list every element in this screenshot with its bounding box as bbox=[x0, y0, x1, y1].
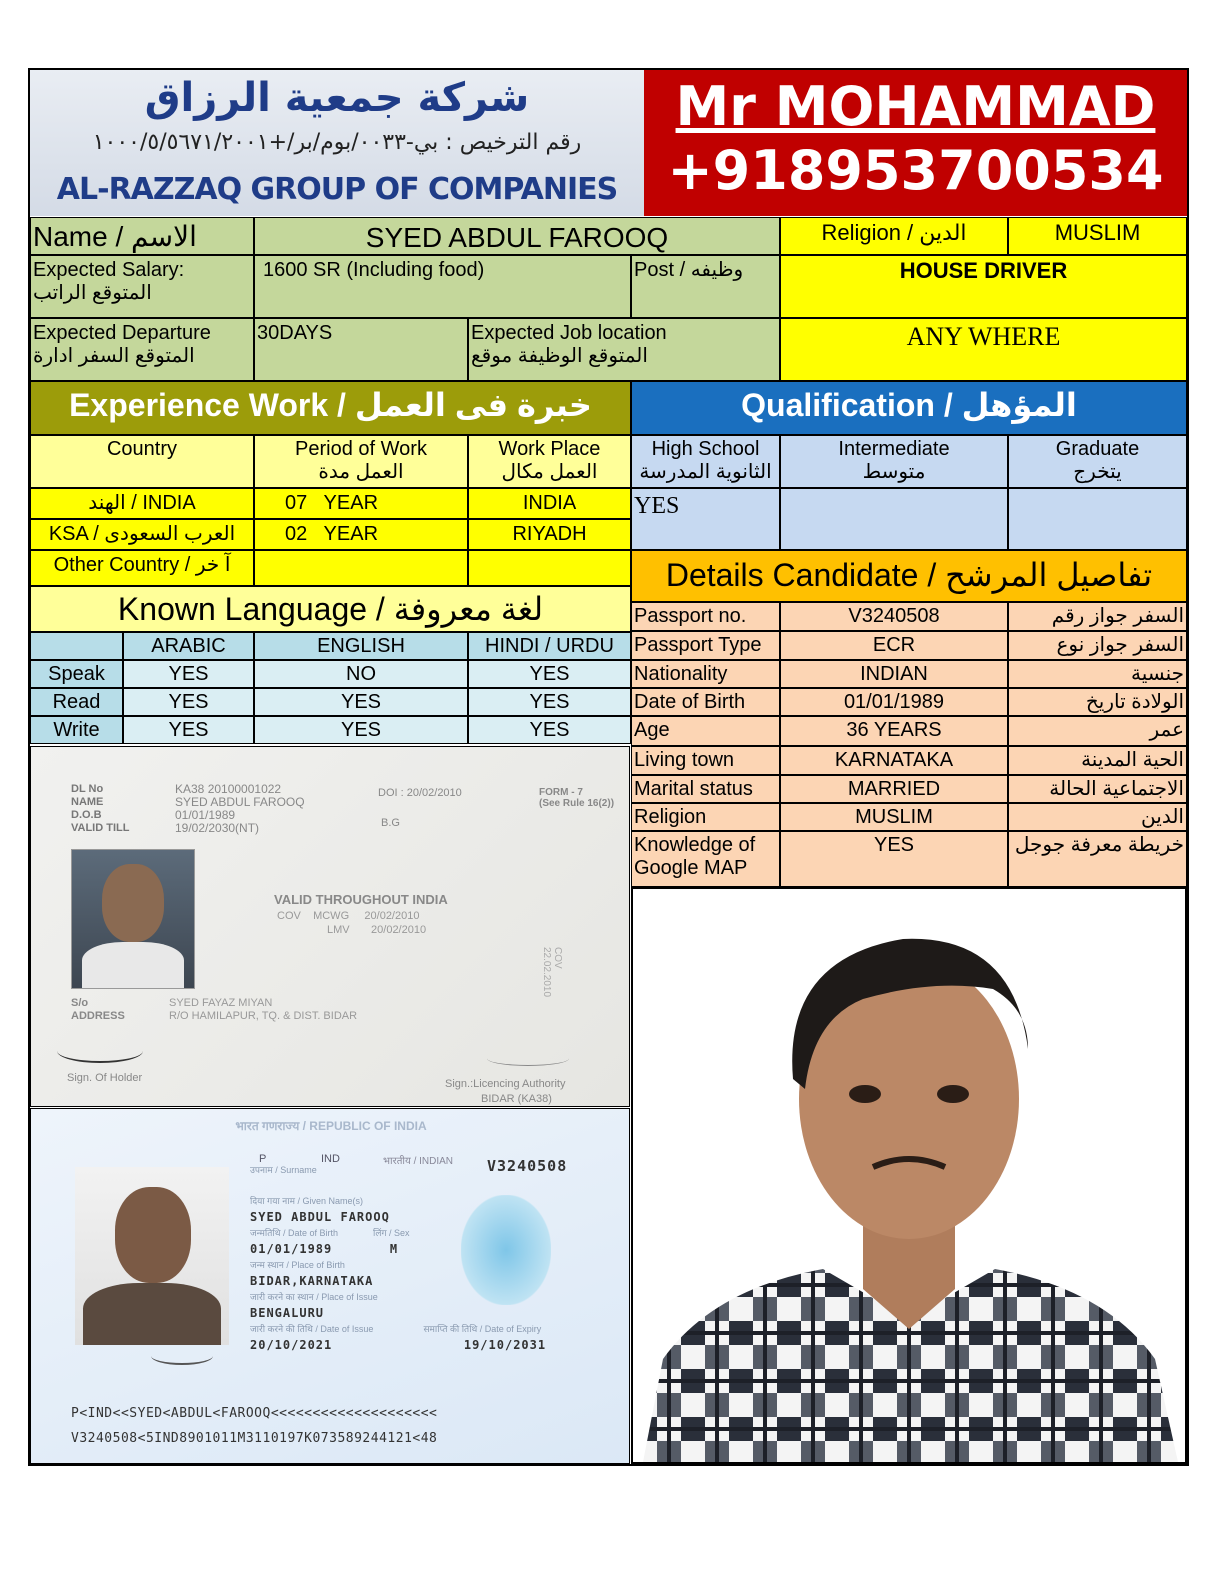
passport-country-code: IND bbox=[321, 1153, 340, 1165]
location-label-cell bbox=[468, 318, 780, 381]
detail-label-arabic: السفر جواز نوع bbox=[1056, 634, 1184, 656]
detail-label: Passport no. bbox=[634, 605, 747, 627]
departure-label-en: Expected Departure bbox=[33, 322, 211, 344]
passport-given-label: दिया गया नाम / Given Name(s) bbox=[250, 1196, 364, 1206]
detail-value-cell bbox=[780, 688, 1008, 716]
passport-header: भारत गणराज्य / REPUBLIC OF INDIA bbox=[235, 1119, 427, 1133]
dl-doi: 20/02/2010 bbox=[406, 787, 462, 799]
detail-label: Religion bbox=[634, 806, 707, 828]
dl-valid-throughout: VALID THROUGHOUT INDIA bbox=[274, 892, 448, 907]
qual-col-high-en: High School bbox=[651, 438, 760, 460]
passport-given-name: SYED ABDUL FAROOQ bbox=[250, 1210, 390, 1224]
salary-label-cell bbox=[30, 255, 254, 318]
passport-number: V3240508 bbox=[487, 1157, 568, 1175]
detail-value-cell bbox=[780, 660, 1008, 688]
lang-cell-value: YES bbox=[168, 719, 209, 741]
driving-license-scan: DL No NAME D.O.B VALID TILL KA38 20100001022 SYED ABDUL FAROOQ 01/01/1989 19/02/2030(NT) DOI : 20/02/2010 FORM - 7 (See Rule 16(2)) B.G VALID THROUGHOUT INDIA COV MCWG 20/02/2010 LMV 20/02/2010 COV 22.02.2010 S/o ADDRESS SYED FAYAZ MIYAN R/O HAMILAPUR, TQ. & DIST. BIDAR Sign. Of Holder Sign.:Licencing Authority BIDAR (KA38) bbox=[30, 746, 630, 1107]
detail-label: Marital status bbox=[634, 778, 753, 800]
post-value: HOUSE DRIVER bbox=[899, 258, 1068, 283]
lang-row-label-text: Speak bbox=[48, 663, 105, 685]
details-header bbox=[631, 550, 1187, 602]
passport-dob: 01/01/1989 bbox=[250, 1242, 333, 1256]
detail-label-arabic-cell bbox=[1008, 716, 1187, 746]
exp-period-text: 07 YEAR bbox=[285, 492, 379, 514]
dl-valid: 19/02/2030(NT) bbox=[175, 821, 260, 835]
dl-name: SYED ABDUL FAROOQ bbox=[175, 795, 305, 809]
detail-label-arabic: الدين bbox=[1141, 806, 1184, 828]
detail-label-cell bbox=[631, 660, 780, 688]
detail-label-arabic: السفر جواز رقم bbox=[1051, 605, 1184, 627]
company-logo bbox=[30, 70, 644, 216]
detail-label-cell bbox=[631, 775, 780, 803]
religion-value: MUSLIM bbox=[1054, 220, 1141, 245]
detail-label-arabic: الاجتماعية الحالة bbox=[1049, 778, 1184, 800]
detail-value: MARRIED bbox=[847, 778, 941, 800]
detail-label-cell bbox=[631, 688, 780, 716]
lang-col-label: ARABIC bbox=[151, 635, 226, 657]
departure-value: 30DAYS bbox=[257, 322, 333, 344]
lang-cell-value: YES bbox=[529, 663, 570, 685]
passport-sex: M bbox=[389, 1242, 399, 1256]
salary-value: 1600 SR (Including food) bbox=[263, 259, 485, 281]
detail-label-cell bbox=[631, 631, 780, 660]
dl-cov-label: COV bbox=[277, 910, 301, 922]
passport-surname-label: उपनाम / Surname bbox=[250, 1165, 317, 1175]
qual-high-value: YES bbox=[634, 493, 680, 519]
detail-label-arabic-cell bbox=[1008, 746, 1187, 775]
dl-side-text: COV 22.02.2010 bbox=[541, 947, 563, 998]
lang-cell-value: NO bbox=[346, 663, 376, 685]
detail-value: MUSLIM bbox=[855, 806, 933, 828]
experience-title: Experience Work / خبرة فى العمل bbox=[69, 387, 592, 423]
detail-label-arabic-cell bbox=[1008, 803, 1187, 831]
lang-cell-value: YES bbox=[529, 691, 570, 713]
exp-row-place bbox=[468, 519, 631, 550]
detail-label-cell bbox=[631, 746, 780, 775]
salary-label-en: Expected Salary: bbox=[33, 259, 185, 281]
exp-country-text: Other Country / آ خر bbox=[53, 554, 231, 576]
dl-blood-group: B.G bbox=[381, 817, 400, 829]
exp-country-text: الهند / INDIA bbox=[88, 492, 196, 514]
passport-pob: BIDAR,KARNATAKA bbox=[250, 1274, 374, 1288]
qual-high-value-cell bbox=[631, 488, 780, 550]
exp-col-country-cell bbox=[30, 435, 254, 488]
exp-col-place-cell bbox=[468, 435, 631, 488]
dl-rule: (See Rule 16(2)) bbox=[539, 798, 615, 809]
detail-label-arabic-cell bbox=[1008, 660, 1187, 688]
lang-cell bbox=[254, 716, 468, 744]
exp-row-country bbox=[30, 488, 254, 519]
qual-col-inter-en: Intermediate bbox=[838, 438, 950, 460]
dl-authority-signature bbox=[487, 1051, 569, 1066]
detail-label: Date of Birth bbox=[634, 691, 746, 713]
religion-value-cell bbox=[1008, 217, 1187, 255]
passport-pob-label: जन्म स्थान / Place of Birth bbox=[250, 1260, 345, 1270]
dl-so: SYED FAYAZ MIYAN bbox=[169, 997, 273, 1009]
qualification-title: Qualification / المؤهل bbox=[741, 387, 1077, 423]
location-label-en: Expected Job location bbox=[471, 322, 667, 344]
qual-col-grad-cell bbox=[1008, 435, 1187, 488]
dl-no: KA38 20100001022 bbox=[175, 782, 282, 796]
departure-label-cell bbox=[30, 318, 254, 381]
dl-name-label: NAME bbox=[71, 796, 104, 808]
experience-header bbox=[30, 381, 631, 435]
qual-col-inter-cell bbox=[780, 435, 1008, 488]
detail-value-cell bbox=[780, 631, 1008, 660]
detail-label-arabic-cell bbox=[1008, 688, 1187, 716]
detail-label-arabic: خريطة معرفة جوجل bbox=[1014, 834, 1184, 856]
lang-row-label bbox=[30, 688, 123, 716]
lang-col-label: HINDI / URDU bbox=[485, 635, 614, 657]
passport-doi-label: जारी करने की तिथि / Date of Issue bbox=[250, 1324, 374, 1334]
post-label-cell bbox=[631, 255, 780, 318]
passport-signature bbox=[151, 1347, 213, 1365]
lang-corner-cell bbox=[30, 632, 123, 660]
detail-label-cell bbox=[631, 716, 780, 746]
dl-holder-signature bbox=[57, 1039, 143, 1063]
name-label: Name / الاسم bbox=[33, 221, 197, 252]
lang-cell-value: YES bbox=[340, 691, 382, 713]
exp-row-period bbox=[254, 519, 468, 550]
detail-value: 01/01/1989 bbox=[843, 691, 945, 713]
detail-label: Knowledge of Google MAP bbox=[634, 834, 756, 879]
detail-label-arabic: الحية المدينة bbox=[1081, 749, 1184, 771]
lang-cell bbox=[123, 688, 254, 716]
name-value: SYED ABDUL FAROOQ bbox=[365, 222, 669, 253]
detail-label: Living town bbox=[634, 749, 735, 771]
exp-row-country bbox=[30, 550, 254, 586]
lang-cell bbox=[254, 660, 468, 688]
detail-label-arabic: الولادة تاريخ bbox=[1085, 691, 1184, 713]
departure-label-ar: المتوقع السفر ادارة bbox=[33, 345, 195, 367]
dl-cov2-date: 20/02/2010 bbox=[371, 924, 427, 936]
detail-label-cell bbox=[631, 831, 780, 887]
lang-cell-value: YES bbox=[168, 663, 209, 685]
contact-name: Mr MOHAMMAD bbox=[675, 75, 1156, 138]
passport-doi: 20/10/2021 bbox=[250, 1338, 333, 1352]
detail-label-arabic: جنسية bbox=[1131, 663, 1184, 685]
detail-label: Nationality bbox=[634, 663, 728, 685]
religion-label-cell bbox=[780, 217, 1008, 255]
lang-row-label-text: Write bbox=[53, 719, 100, 741]
detail-value-cell bbox=[780, 716, 1008, 746]
lang-cell-value: YES bbox=[529, 719, 570, 741]
location-label-ar: المتوقع الوظيفة موقع bbox=[471, 345, 648, 367]
detail-value-cell bbox=[780, 775, 1008, 803]
passport-doe: 19/10/2031 bbox=[463, 1338, 547, 1352]
detail-label-arabic-cell bbox=[1008, 602, 1187, 631]
passport-type-code: P bbox=[259, 1153, 267, 1165]
detail-label-arabic: عمر bbox=[1149, 719, 1184, 741]
dl-cov1: MCWG bbox=[313, 910, 350, 922]
detail-label-arabic-cell bbox=[1008, 831, 1187, 887]
dl-cov2: LMV bbox=[327, 924, 350, 936]
location-value: ANY WHERE bbox=[906, 322, 1061, 351]
dl-form: FORM - 7 bbox=[539, 787, 583, 798]
lang-cell bbox=[468, 688, 631, 716]
passport-mrz-line1: P<IND<<SYED<ABDUL<FAROOQ<<<<<<<<<<<<<<<<<<<< bbox=[71, 1406, 438, 1421]
detail-value-cell bbox=[780, 602, 1008, 631]
contact-phone: +918953700534 bbox=[667, 139, 1164, 202]
qual-col-grad-ar: يتخرج bbox=[1073, 461, 1122, 483]
exp-period-text: 02 YEAR bbox=[285, 523, 379, 545]
detail-value: 36 YEARS bbox=[846, 719, 942, 741]
exp-col-place-ar: العمل مكال bbox=[501, 461, 598, 483]
qualification-header bbox=[631, 381, 1187, 435]
departure-value-cell bbox=[254, 318, 468, 381]
exp-row-period bbox=[254, 488, 468, 519]
detail-value: V3240508 bbox=[848, 605, 940, 627]
lang-col-label: ENGLISH bbox=[317, 635, 405, 657]
passport-sex-label: लिंग / Sex bbox=[373, 1228, 410, 1238]
lang-cell-value: YES bbox=[168, 691, 209, 713]
dl-address-label: ADDRESS bbox=[71, 1010, 125, 1022]
detail-label-arabic-cell bbox=[1008, 775, 1187, 803]
detail-value-cell bbox=[780, 746, 1008, 775]
lang-row-label-text: Read bbox=[52, 691, 101, 713]
company-name-arabic: شركة جمعية الرزاق bbox=[144, 75, 530, 121]
qual-col-grad-en: Graduate bbox=[1055, 438, 1140, 460]
detail-value-cell bbox=[780, 831, 1008, 887]
language-header bbox=[30, 586, 631, 632]
dl-so-label: S/o bbox=[71, 997, 89, 1009]
detail-value: YES bbox=[873, 834, 915, 856]
details-title: Details Candidate / تفاصيل المرشح bbox=[665, 557, 1153, 593]
dl-sign-holder: Sign. Of Holder bbox=[67, 1072, 143, 1084]
name-label-cell bbox=[30, 217, 254, 255]
lang-cell bbox=[468, 716, 631, 744]
exp-place-text: RIYADH bbox=[512, 523, 587, 545]
lang-cell-value: YES bbox=[340, 719, 382, 741]
dl-no-label: DL No bbox=[71, 783, 104, 795]
passport-nationality: भारतीय / INDIAN bbox=[383, 1156, 454, 1167]
exp-place-text: INDIA bbox=[522, 492, 577, 514]
exp-col-country: Country bbox=[106, 438, 178, 460]
dl-dob: 01/01/1989 bbox=[175, 808, 236, 822]
license-number-arabic: رقم الترخيص : بي-٠٠٣٣/بوم/بر/+١٠٠٠/٥/٥٦٧١/٢٠٠١ bbox=[92, 130, 582, 155]
detail-label: Age bbox=[634, 719, 670, 741]
detail-value: KARNATAKA bbox=[834, 749, 954, 771]
dl-holder-photo bbox=[71, 849, 195, 989]
lang-row-label bbox=[30, 716, 123, 744]
post-value-cell bbox=[780, 255, 1187, 318]
salary-label-ar: المتوقع الراتب bbox=[33, 282, 152, 304]
exp-col-place-en: Work Place bbox=[498, 438, 601, 460]
detail-value: INDIAN bbox=[860, 663, 928, 685]
dl-address: R/O HAMILAPUR, TQ. & DIST. BIDAR bbox=[169, 1010, 358, 1022]
exp-row-place bbox=[468, 488, 631, 519]
passport-holder-photo bbox=[75, 1167, 229, 1345]
company-name-english: AL-RAZZAQ GROUP OF COMPANIES bbox=[56, 172, 618, 207]
exp-col-period-ar: العمل مدة bbox=[318, 461, 404, 483]
dl-cov1-date: 20/02/2010 bbox=[364, 910, 420, 922]
qual-col-inter-ar: متوسط bbox=[862, 461, 926, 483]
exp-country-text: KSA / العرب السعودى bbox=[48, 523, 236, 545]
candidate-photo bbox=[631, 887, 1187, 1464]
exp-row-place bbox=[468, 550, 631, 586]
dl-dob-label: D.O.B bbox=[71, 809, 102, 821]
exp-col-period-en: Period of Work bbox=[295, 438, 427, 460]
passport-doe-label: समाप्ति की तिथि / Date of Expiry bbox=[423, 1324, 542, 1334]
passport-poi-label: जारी करने का स्थान / Place of Issue bbox=[250, 1292, 378, 1302]
dl-authority: BIDAR (KA38) bbox=[481, 1093, 552, 1105]
qual-grad-value-cell bbox=[1008, 488, 1187, 550]
passport-poi: BENGALURU bbox=[250, 1306, 325, 1320]
lang-col-arabic bbox=[123, 632, 254, 660]
name-value-cell bbox=[254, 217, 780, 255]
lang-col-hindi-urdu bbox=[468, 632, 631, 660]
lang-cell bbox=[468, 660, 631, 688]
qual-col-high-cell bbox=[631, 435, 780, 488]
exp-row-country bbox=[30, 519, 254, 550]
exp-col-period-cell bbox=[254, 435, 468, 488]
qual-inter-value-cell bbox=[780, 488, 1008, 550]
salary-value-cell bbox=[254, 255, 631, 318]
post-label: Post / وظيفه bbox=[634, 259, 744, 281]
candidate-portrait-icon bbox=[633, 889, 1185, 1462]
passport-mrz-line2: V3240508<5IND8901011M3110197K073589244121<48 bbox=[71, 1431, 438, 1446]
lang-row-label bbox=[30, 660, 123, 688]
detail-label-cell bbox=[631, 602, 780, 631]
location-value-cell bbox=[780, 318, 1187, 381]
detail-label-arabic-cell bbox=[1008, 631, 1187, 660]
lang-col-english bbox=[254, 632, 468, 660]
detail-value: ECR bbox=[872, 634, 916, 656]
exp-row-period bbox=[254, 550, 468, 586]
lang-cell bbox=[123, 660, 254, 688]
dl-doi-label: DOI bbox=[378, 787, 398, 799]
detail-label: Passport Type bbox=[634, 634, 762, 656]
lang-cell bbox=[254, 688, 468, 716]
detail-label-cell bbox=[631, 803, 780, 831]
dl-valid-label: VALID TILL bbox=[71, 822, 130, 834]
dl-sign-authority: Sign.:Licencing Authority bbox=[445, 1078, 566, 1090]
language-title: Known Language / لغة معروفة bbox=[117, 591, 544, 627]
lang-cell bbox=[123, 716, 254, 744]
detail-value-cell bbox=[780, 803, 1008, 831]
contact-banner bbox=[644, 70, 1187, 216]
passport-scan bbox=[30, 1108, 630, 1464]
passport-dob-label: जन्मतिथि / Date of Birth bbox=[250, 1228, 338, 1238]
religion-label: Religion / الدين bbox=[821, 220, 967, 245]
qual-col-high-ar: الثانوية المدرسة bbox=[639, 461, 772, 483]
